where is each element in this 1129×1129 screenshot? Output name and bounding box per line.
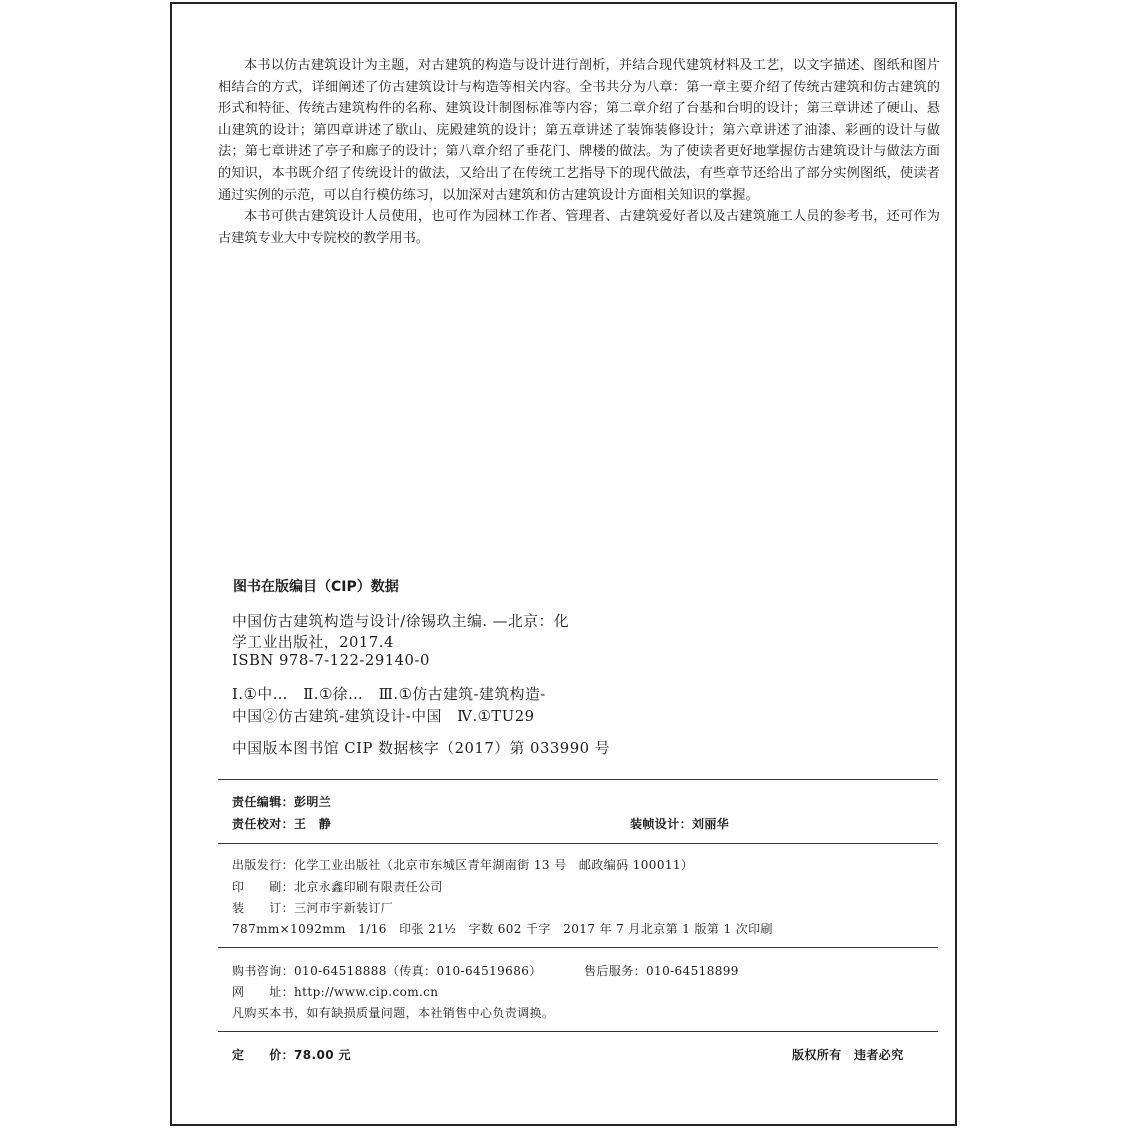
cip-line-4: Ⅰ.①中… Ⅱ.①徐… Ⅲ.①仿古建筑-建筑构造-: [232, 686, 546, 703]
cip-line-1: 中国仿古建筑构造与设计/徐锡玖主编. —北京：化: [232, 613, 570, 630]
return-notice: 凡购买本书，如有缺损质量问题，本社销售中心负责调换。: [232, 1006, 555, 1020]
responsible-proofreader: 责任校对：王 静: [232, 817, 332, 831]
cip-line-5: 中国②仿古建筑-建筑设计-中国 Ⅳ.①TU29: [232, 708, 535, 725]
divider-3: [218, 947, 938, 948]
cip-title: 图书在版编目（CIP）数据: [233, 579, 399, 595]
book-introduction: [218, 55, 940, 249]
purchase-consult: 购书咨询：010-64518888（传真：010-64519686）: [232, 964, 542, 978]
responsible-editor: 责任编辑：彭明兰: [232, 795, 332, 809]
intro-paragraph-1: 本书以仿古建筑设计为主题，对古建筑的构造与设计进行剖析，并结合现代建筑材料及工艺，以文字描述、图纸和图片相结合的方式，详细阐述了仿古建筑设计与构造等相关内容。全书共分为八章：第一章主要介绍了传统古建筑和仿古建筑的形式和特征、传统古建筑构件的名称、建筑设计制图标准等内容；第二章介绍了台基和台明的设计；第三章讲述了硬山、悬山建筑的设计；第四章讲述了歇山、庑殿建筑的设计；第五章讲述了装饰装修设计；第六章讲述了油漆、彩画的设计与做法；第七章讲述了亭子和廊子的设计；第八章介绍了垂花门、牌楼的做法。为了使读者更好地掌握仿古建筑设计与做法方面的知识，本书既介绍了传统设计的做法，又给出了在传统工艺指导下的现代做法，有些章节还给出了部分实例图纸，使读者通过实例的示范，可以自行模仿练习，以加深对古建筑和仿古建筑设计方面相关知识的掌握。: [218, 58, 940, 203]
cip-record-number: 中国版本图书馆 CIP 数据核字（2017）第 033990 号: [232, 740, 611, 757]
divider-1: [218, 779, 938, 780]
price: 定 价：78.00 元: [232, 1048, 351, 1062]
print-specs: 787mm×1092mm 1/16 印张 21½ 字数 602 千字 2017 年 7 月北京第 1 版第 1 次印刷: [232, 922, 773, 936]
publisher-website: 网 址：http://www.cip.com.cn: [232, 985, 439, 999]
divider-2: [218, 843, 938, 844]
after-sales-service: 售后服务：010-64518899: [584, 964, 739, 978]
cover-designer: 装帧设计：刘丽华: [630, 817, 730, 831]
divider-4: [218, 1031, 938, 1032]
copyright-notice: 版权所有 违者必究: [792, 1048, 904, 1062]
publisher-info: 出版发行：化学工业出版社（北京市东城区青年湖南街 13 号 邮政编码 100011）: [232, 858, 694, 872]
printer-info: 印 刷：北京永鑫印刷有限责任公司: [232, 880, 443, 894]
binder-info: 装 订：三河市宇新装订厂: [232, 901, 394, 915]
cip-isbn: ISBN 978-7-122-29140-0: [232, 652, 430, 669]
intro-paragraph-2: 本书可供古建筑设计人员使用，也可作为园林工作者、管理者、古建筑爱好者以及古建筑施工人员的参考书，还可作为古建筑专业大中专院校的教学用书。: [218, 209, 940, 246]
cip-line-2: 学工业出版社，2017.4: [232, 634, 394, 651]
